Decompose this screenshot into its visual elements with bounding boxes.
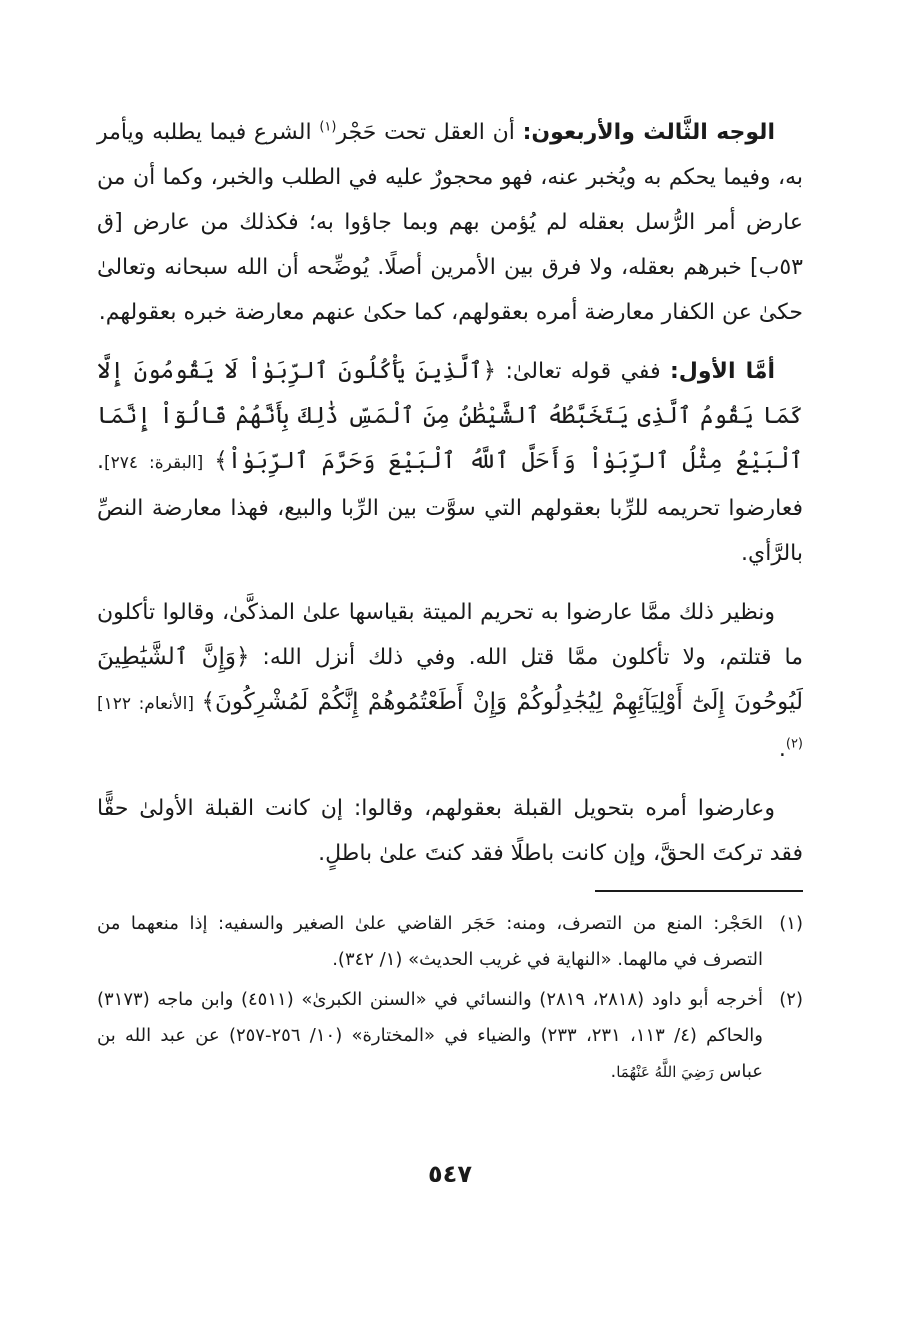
footnote-marker-1[interactable]: (١): [319, 119, 337, 135]
honorific-phrase: رَضِيَ اللَّهُ عَنْهُمَا: [616, 1063, 714, 1081]
paragraph-qibla: [97, 786, 803, 876]
footnote-1: [97, 906, 803, 978]
footnote-number: (١): [779, 913, 803, 934]
footnote-text: [97, 982, 763, 1090]
paragraph-text: ونظير ذلك ممَّا عارضوا به تحريم الميتة بقياسها علىٰ المذكَّىٰ، وقالوا تأكلون ما قتلتم، ولا تأكلون ممَّا قتل الله. وفي ذلك أنزل الله:: [97, 600, 803, 670]
section-heading: الوجه الثَّالث والأربعون:: [522, 120, 775, 145]
paragraph-43rd-aspect: [97, 110, 803, 335]
footnote-end: .: [610, 1061, 617, 1082]
verse-reference: [البقرة: ٢٧٤]: [104, 453, 215, 473]
paragraph-dead-meat: [97, 590, 803, 772]
quran-verse: ﴿ٱلَّذِينَ يَأْكُلُونَ ٱلرِّبَوٰاْ لَا يَقُومُونَ إِلَّا كَمَا يَقُومُ ٱلَّذِى يَتَخَبَّطُهُ ٱلشَّيْطَٰنُ مِنَ ٱلْمَسِّ ذَٰلِكَ بِأَنَّهُمْ قَالُوٓاْ إِنَّمَا ٱلْبَيْعُ مِثْلُ ٱلرِّبَوٰاْ وَأَحَلَّ ٱللَّهُ ٱلْبَيْعَ وَحَرَّمَ ٱلرِّبَوٰاْ﴾: [97, 358, 804, 474]
footnotes: [97, 906, 803, 1090]
footnote-marker-2[interactable]: (٢): [785, 736, 803, 752]
footnote-text: الحَجْر: المنع من التصرف، ومنه: حَجَر القاضي علىٰ الصغير والسفيه: إذا منعهما من التصرف في مالهما. «النهاية في غريب الحديث» (١/ ٣٤٢).: [97, 913, 763, 970]
paragraph-text: .: [778, 737, 786, 762]
footnote-2: [97, 982, 803, 1090]
paragraph-text: الشرع فيما يطلبه ويأمر به، وفيما يحكم به ويُخبر عنه، فهو محجورٌ عليه في الطلب والخبر، وكما أن من عارض أمر الرُّسل بعقله لم يُؤمن بهم وبما جاؤوا به؛ فكذلك من عارض [ق ٥٣ب] خبرهم بعقله، ولا فرق بين الأمرين أصلًا. يُوضِّحه أن الله سبحانه وتعالىٰ حكىٰ عن الكفار معارضة أمره بعقولهم، كما حكىٰ عنهم معارضة خبره بعقولهم.: [97, 120, 803, 325]
footnote-citation: أخرجه أبو داود (٢٨١٨، ٢٨١٩) والنسائي في «السنن الكبرىٰ» (٤٥١١) وابن ماجه (٣١٧٣) والحاكم (٤/ ١١٣، ٢٣١، ٢٣٣) والضياء في «المختارة» (١٠/ ٢٥٦-٢٥٧) عن عبد الله بن عباس: [97, 989, 763, 1082]
paragraph-text: . فعارضوا تحريمه للرِّبا بعقولهم التي سوَّت بين الرِّبا والبيع، فهذا معارضة النصِّ بالرَّأي.: [97, 449, 803, 566]
footnote-number: (٢): [779, 989, 803, 1010]
footnote-divider: [595, 890, 803, 892]
verse-reference: [الأنعام: ١٢٢]: [97, 694, 202, 714]
paragraph-text: أن العقل تحت حَجْر: [336, 120, 523, 145]
paragraph-text: ففي قوله تعالىٰ:: [496, 359, 670, 384]
paragraph-first-point: [97, 349, 803, 576]
section-heading: أمَّا الأول:: [670, 359, 775, 384]
quran-verse: ﴿وَإِنَّ ٱلشَّيَٰطِينَ لَيُوحُونَ إِلَىٰٓ أَوْلِيَآئِهِمْ لِيُجَٰدِلُوكُمْ وَإِنْ أَطَعْتُمُوهُمْ إِنَّكُمْ لَمُشْرِكُونَ﴾: [97, 644, 803, 715]
paragraph-text: وعارضوا أمره بتحويل القبلة بعقولهم، وقالوا: إن كانت القبلة الأولىٰ حقًّا فقد تركتَ الحقَّ، وإن كانت باطلًا فقد كنتَ علىٰ باطلٍ.: [97, 796, 803, 866]
page-number: ٥٤٧: [428, 1160, 472, 1188]
